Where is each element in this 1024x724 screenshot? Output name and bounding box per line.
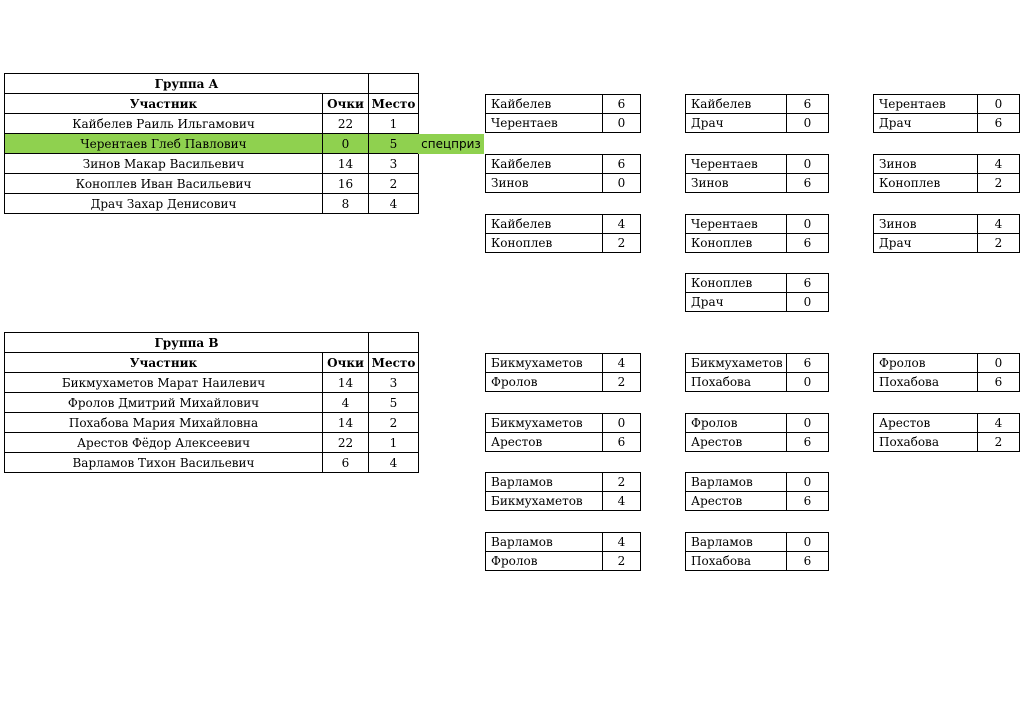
match-table (685, 413, 829, 452)
player-name: Варламов (686, 533, 787, 552)
player-score: 0 (787, 373, 829, 392)
special-prize-label: спецприз (418, 134, 484, 154)
player-name: Фролов (686, 414, 787, 433)
player-name: Драч (686, 293, 787, 312)
participant-points: 22 (323, 114, 369, 134)
participant-points: 14 (323, 413, 369, 433)
participant-name: Бикмухаметов Марат Наилевич (5, 373, 323, 393)
header-points: Очки (323, 353, 369, 373)
player-name: Драч (686, 114, 787, 133)
player-name: Коноплев (486, 234, 603, 253)
header-participant: Участник (5, 353, 323, 373)
player-score: 6 (787, 354, 829, 373)
group-a-table (4, 73, 419, 214)
player-score: 0 (787, 114, 829, 133)
player-score: 0 (787, 155, 829, 174)
group-b-table (4, 332, 419, 473)
player-score: 4 (978, 414, 1020, 433)
player-score: 2 (978, 433, 1020, 452)
player-score: 6 (787, 95, 829, 114)
player-name: Фролов (486, 373, 603, 392)
table-row (5, 413, 419, 433)
player-score: 2 (603, 373, 641, 392)
group-title: Группа В (5, 333, 369, 353)
player-name: Арестов (686, 433, 787, 452)
player-name: Кайбелев (486, 95, 603, 114)
player-score: 0 (603, 114, 641, 133)
player-score: 6 (603, 433, 641, 452)
match-table (873, 94, 1020, 133)
match-table (685, 353, 829, 392)
player-score: 2 (978, 234, 1020, 253)
match-table (873, 353, 1020, 392)
participant-points: 14 (323, 373, 369, 393)
participant-name: Коноплев Иван Васильевич (5, 174, 323, 194)
table-row-highlighted (5, 134, 419, 154)
participant-place: 5 (369, 393, 419, 413)
player-name: Зинов (686, 174, 787, 193)
empty-cell (369, 333, 419, 353)
table-row (5, 194, 419, 214)
participant-place: 1 (369, 433, 419, 453)
player-score: 0 (787, 293, 829, 312)
participant-name: Арестов Фёдор Алексеевич (5, 433, 323, 453)
player-score: 2 (603, 473, 641, 492)
participant-points: 4 (323, 393, 369, 413)
match-table (685, 94, 829, 133)
player-name: Арестов (486, 433, 603, 452)
table-row (5, 453, 419, 473)
participant-place: 2 (369, 174, 419, 194)
match-table (685, 154, 829, 193)
participant-points: 8 (323, 194, 369, 214)
player-score: 2 (603, 552, 641, 571)
player-score: 0 (787, 215, 829, 234)
match-table (685, 273, 829, 312)
header-place: Место (369, 353, 419, 373)
match-table (873, 154, 1020, 193)
participant-name: Варламов Тихон Васильевич (5, 453, 323, 473)
player-name: Варламов (486, 533, 603, 552)
player-score: 0 (787, 414, 829, 433)
player-score: 6 (603, 155, 641, 174)
player-name: Арестов (686, 492, 787, 511)
match-table (685, 532, 829, 571)
player-name: Бикмухаметов (486, 492, 603, 511)
player-name: Черентаев (486, 114, 603, 133)
participant-place: 4 (369, 453, 419, 473)
table-row (5, 154, 419, 174)
player-name: Кайбелев (486, 155, 603, 174)
player-name: Варламов (486, 473, 603, 492)
match-table (685, 214, 829, 253)
player-score: 6 (787, 433, 829, 452)
player-score: 6 (787, 552, 829, 571)
table-row (5, 114, 419, 134)
match-table (485, 532, 641, 571)
participant-name: Драч Захар Денисович (5, 194, 323, 214)
player-name: Фролов (486, 552, 603, 571)
player-name: Кайбелев (486, 215, 603, 234)
player-score: 4 (978, 155, 1020, 174)
player-name: Зинов (874, 215, 978, 234)
player-score: 4 (978, 215, 1020, 234)
player-score: 4 (603, 215, 641, 234)
match-table (873, 214, 1020, 253)
player-score: 6 (978, 114, 1020, 133)
player-name: Драч (874, 114, 978, 133)
player-name: Коноплев (874, 174, 978, 193)
participant-points: 22 (323, 433, 369, 453)
match-table (485, 353, 641, 392)
player-name: Коноплев (686, 234, 787, 253)
participant-name: Зинов Макар Васильевич (5, 154, 323, 174)
player-name: Бикмухаметов (486, 414, 603, 433)
table-row (5, 393, 419, 413)
player-name: Кайбелев (686, 95, 787, 114)
player-name: Черентаев (686, 215, 787, 234)
player-name: Бикмухаметов (686, 354, 787, 373)
match-table (485, 413, 641, 452)
player-score: 0 (787, 473, 829, 492)
player-score: 0 (603, 414, 641, 433)
player-score: 4 (603, 533, 641, 552)
player-name: Фролов (874, 354, 978, 373)
player-name: Похабова (686, 552, 787, 571)
player-score: 0 (603, 174, 641, 193)
participant-points: 16 (323, 174, 369, 194)
table-row (5, 433, 419, 453)
player-score: 6 (978, 373, 1020, 392)
match-table (485, 154, 641, 193)
participant-place: 3 (369, 373, 419, 393)
player-score: 6 (787, 174, 829, 193)
player-name: Варламов (686, 473, 787, 492)
match-table (485, 94, 641, 133)
header-points: Очки (323, 94, 369, 114)
group-title: Группа А (5, 74, 369, 94)
player-score: 0 (787, 533, 829, 552)
table-row (5, 174, 419, 194)
participant-points: 14 (323, 154, 369, 174)
participant-place: 2 (369, 413, 419, 433)
player-score: 6 (787, 492, 829, 511)
player-name: Черентаев (686, 155, 787, 174)
player-score: 4 (603, 492, 641, 511)
player-score: 0 (978, 95, 1020, 114)
player-score: 2 (978, 174, 1020, 193)
participant-place: 1 (369, 114, 419, 134)
player-name: Похабова (686, 373, 787, 392)
player-name: Бикмухаметов (486, 354, 603, 373)
header-participant: Участник (5, 94, 323, 114)
participant-points: 6 (323, 453, 369, 473)
player-score: 6 (603, 95, 641, 114)
empty-cell (369, 74, 419, 94)
match-table (485, 214, 641, 253)
player-name: Похабова (874, 433, 978, 452)
player-score: 4 (603, 354, 641, 373)
participant-place: 4 (369, 194, 419, 214)
player-score: 6 (787, 234, 829, 253)
match-table (685, 472, 829, 511)
player-name: Черентаев (874, 95, 978, 114)
player-score: 2 (603, 234, 641, 253)
player-name: Зинов (486, 174, 603, 193)
player-name: Коноплев (686, 274, 787, 293)
header-place: Место (369, 94, 419, 114)
player-score: 0 (978, 354, 1020, 373)
match-table (873, 413, 1020, 452)
participant-place: 5 (369, 134, 419, 154)
player-name: Драч (874, 234, 978, 253)
player-name: Похабова (874, 373, 978, 392)
player-score: 6 (787, 274, 829, 293)
participant-name: Фролов Дмитрий Михайлович (5, 393, 323, 413)
participant-name: Кайбелев Раиль Ильгамович (5, 114, 323, 134)
participant-place: 3 (369, 154, 419, 174)
match-table (485, 472, 641, 511)
participant-points: 0 (323, 134, 369, 154)
participant-name: Черентаев Глеб Павлович (5, 134, 323, 154)
table-row (5, 373, 419, 393)
player-name: Зинов (874, 155, 978, 174)
participant-name: Похабова Мария Михайловна (5, 413, 323, 433)
player-name: Арестов (874, 414, 978, 433)
